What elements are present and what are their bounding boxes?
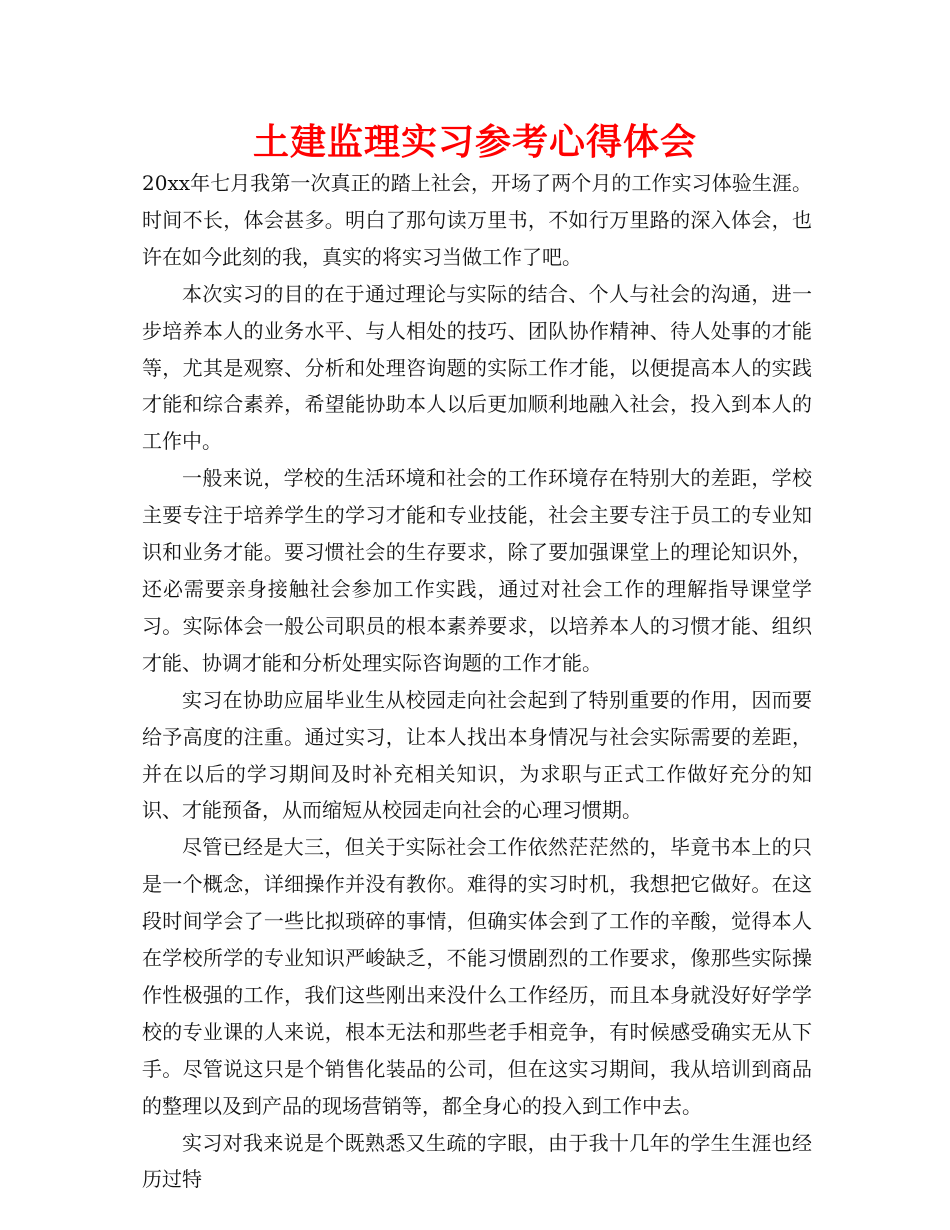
paragraph-5: 尽管已经是大三，但关于实际社会工作依然茫茫然的，毕竟书本上的只是一个概念，详细操作并没有教你。难得的实习时机，我想把它做好。在这段时间学会了一些比拟琐碎的事情，但确实体会到了工作的辛酸，觉得本人在学校所学的专业知识严峻缺乏，不能习惯剧烈的工作要求，像那些实际操作性极强的工作，我们这些刚出来没什么工作经历，而且本身就没好好学学校的专业课的人来说，根本无法和那些老手相竞争，有时候感受确实无从下手。尽管说这只是个销售化装品的公司，但在这实习期间，我从培训到商品的整理以及到产品的现场营销等，都全身心的投入到工作中去。 bbox=[142, 835, 812, 1118]
document-title: 土建监理实习参考心得体会 bbox=[252, 122, 697, 163]
paragraph-2: 本次实习的目的在于通过理论与实际的结合、个人与社会的沟通，进一步培养本人的业务水平、与人相处的技巧、团队协作精神、待人处事的才能等，尤其是观察、分析和处理咨询题的实际工作才能，以便提高本人的实践才能和综合素养，希望能协助本人以后更加顺利地融入社会，投入到本人的工作中。 bbox=[142, 281, 812, 454]
document-body bbox=[142, 165, 812, 1198]
paragraph-1: 20xx年七月我第一次真正的踏上社会，开场了两个月的工作实习体验生涯。时间不长，体会甚多。明白了那句读万里书，不如行万里路的深入体会，也许在如今此刻的我，真实的将实习当做工作了吧。 bbox=[142, 171, 812, 269]
paragraph-4: 实习在协助应届毕业生从校园走向社会起到了特别重要的作用，因而要给予高度的注重。通过实习，让本人找出本身情况与社会实际需要的差距，并在以后的学习期间及时补充相关知识，为求职与正式工作做好充分的知识、才能预备，从而缩短从校园走向社会的心理习惯期。 bbox=[142, 687, 812, 823]
paragraph-6: 实习对我来说是个既熟悉又生疏的字眼，由于我十几年的学生生涯也经历过特 bbox=[142, 1130, 812, 1192]
paragraph-3: 一般来说，学校的生活环境和社会的工作环境存在特别大的差距，学校主要专注于培养学生的学习才能和专业技能，社会主要专注于员工的专业知识和业务才能。要习惯社会的生存要求，除了要加强课堂上的理论知识外，还必需要亲身接触社会参加工作实践，通过对社会工作的理解指导课堂学习。实际体会一般公司职员的根本素养要求，以培养本人的习惯才能、组织才能、协调才能和分析处理实际咨询题的工作才能。 bbox=[142, 466, 812, 675]
